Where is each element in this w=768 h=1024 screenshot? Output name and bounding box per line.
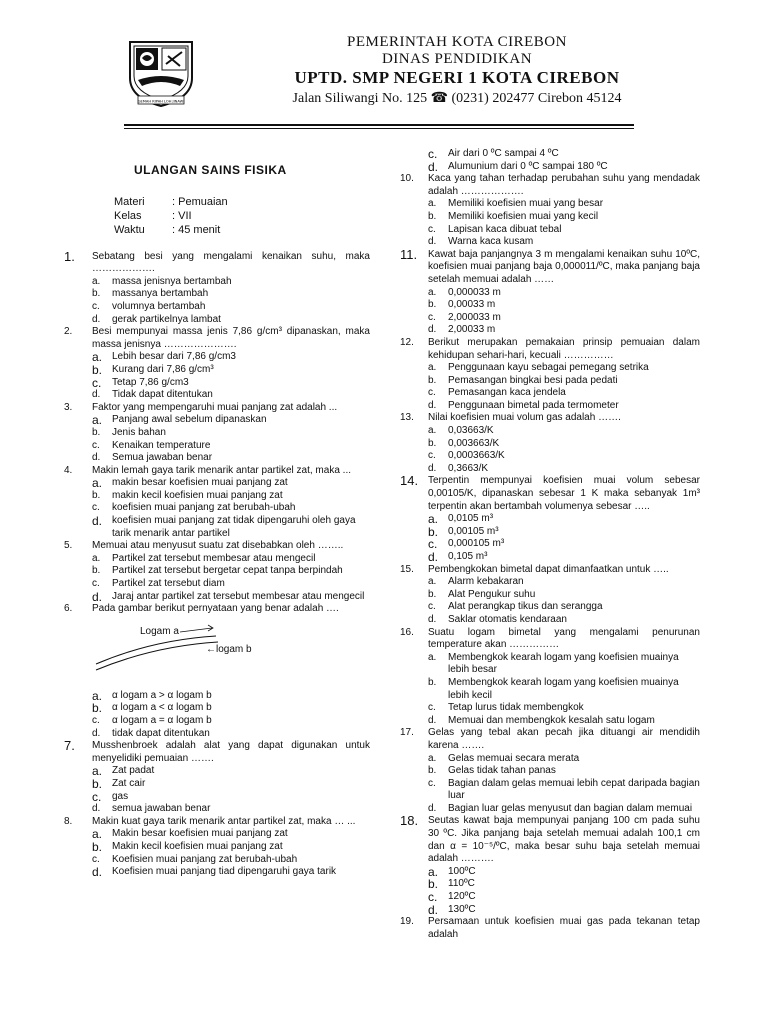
- question-5: 5. Memuai atau menyusut suatu zat disebabkan oleh ……..: [64, 540, 344, 552]
- meta-row: Waktu : 45 menit: [114, 223, 221, 236]
- option-c: c. Pemasangan kaca jendela: [428, 387, 566, 399]
- question-18: 18. Seutas kawat baja mempunyai panjang 100 cm pada suhu 30 ºC. Jika panjang baja setelah memuai adalah 100,1 cm dan α = 10⁻⁵/ºC, maka besar suhu baja setelah memuai adalah ……….: [400, 813, 700, 865]
- question-16: 16. Suatu logam bimetal yang mengalami penurunan temperature akan ……………: [400, 626, 700, 651]
- option-c: c. volumnya bertambah: [92, 300, 206, 312]
- option-a: a. 0,000033 m: [428, 286, 501, 298]
- option-b: b. 0,00033 m: [428, 299, 496, 311]
- option-b: b. massanya bertambah: [92, 288, 209, 300]
- option-d: d. Alumunium dari 0 ºC sampai 180 ºC: [428, 159, 608, 174]
- option-b: b. Makin kecil koefisien muai panjang zat: [92, 839, 283, 854]
- option-b: b. α logam a < α logam b: [92, 701, 212, 716]
- question-4: 4. Makin lemah gaya tarik menarik antar partikel zat, maka ...: [64, 464, 351, 476]
- option-b: b. Membengkok kearah logam yang koefisien muainya lebih kecil: [428, 676, 679, 701]
- option-b: b. makin kecil koefisien muai panjang zat: [92, 489, 283, 501]
- option-d: d. Bagian luar gelas menyusut dan bagian dalam memuai: [428, 802, 693, 814]
- option-a: a. 0,03663/K: [428, 425, 494, 437]
- question-14: 14. Terpentin mempunyai koefisien muai volum sebesar 0,00105/K, dipanaskan sebesar 1 K maka sebanyak 1m³ terpentin akan bertambah volumenya sebesar …..: [400, 473, 700, 512]
- question-10: 10. Kaca yang tahan terhadap perubahan suhu yang mendadak adalah ……………….: [400, 173, 700, 197]
- option-b: b. Zat cair: [92, 776, 146, 791]
- label-logam-b: ←logam b: [206, 643, 252, 655]
- option-d: d. Saklar otomatis kendaraan: [428, 613, 567, 625]
- exam-title: ULANGAN SAINS FISIKA: [134, 163, 287, 177]
- option-c: c. gas: [92, 789, 129, 804]
- option-b: b. Partikel zat tersebut bergetar cepat tanpa berpindah: [92, 565, 343, 577]
- question-6: 6. Pada gambar berikut pernyataan yang benar adalah ….: [64, 603, 339, 615]
- question-17: 17. Gelas yang tebal akan pecah jika dituangi air mendidih karena …….: [400, 727, 700, 751]
- option-a: a. α logam a > α logam b: [92, 688, 212, 703]
- label-logam-a: Logam a: [140, 625, 179, 637]
- option-a: a. Penggunaan kayu sebagai pemegang setrika: [428, 362, 649, 374]
- letterhead-address: Jalan Siliwangi No. 125 ☎ (0231) 202477 Cirebon 45124: [292, 91, 622, 106]
- option-c: c. Tetap 7,86 g/cm3: [92, 375, 189, 390]
- option-d: d. koefisien muai panjang zat tidak dipengaruhi oleh gaya tarik menarik antar partikel: [92, 514, 356, 539]
- question-15: 15. Pembengkokan bimetal dapat dimanfaatkan untuk …..: [400, 563, 669, 575]
- letterhead-department: DINAS PENDIDIKAN: [381, 51, 533, 67]
- option-a: a. 100ºC: [428, 864, 476, 879]
- option-b: b. Alat Pengukur suhu: [428, 588, 536, 600]
- option-d: d. Memuai dan membengkok kesalah satu logam: [428, 714, 655, 726]
- option-d: d. Tidak dapat ditentukan: [92, 389, 213, 401]
- option-a: a. massa jenisnya bertambah: [92, 275, 232, 287]
- option-b: b. 0,00105 m³: [428, 524, 499, 539]
- option-d: d. semua jawaban benar: [92, 803, 211, 815]
- right-column: [400, 148, 700, 941]
- option-a: a. Memiliki koefisien muai yang besar: [428, 198, 604, 210]
- question-1: 1. Sebatang besi yang mengalami kenaikan suhu, maka ……………….: [64, 248, 370, 275]
- option-c: c. Lapisan kaca dibuat tebal: [428, 223, 562, 235]
- option-a: a. Alarm kebakaran: [428, 576, 524, 588]
- option-c: c. Kenaikan temperature: [92, 439, 211, 451]
- option-a: a. Gelas memuai secara merata: [428, 752, 580, 764]
- option-a: a. Makin besar koefisien muai panjang zat: [92, 827, 288, 842]
- option-a: a. 0,0105 m³: [428, 512, 494, 527]
- letterhead-government: PEMERINTAH KOTA CIREBON: [347, 34, 567, 50]
- option-d: d. 0,3663/K: [428, 462, 489, 474]
- left-column: [64, 160, 370, 879]
- option-b: b. 110ºC: [428, 877, 475, 892]
- meta-row: Materi : Pemuaian: [114, 195, 228, 208]
- option-a: a. Membengkok kearah logam yang koefisien muainya lebih besar: [428, 651, 679, 676]
- question-8: 8. Makin kuat gaya tarik menarik antar partikel zat, maka … ...: [64, 815, 356, 827]
- header-rule-thin: [124, 128, 634, 129]
- option-c: c. Bagian dalam gelas memuai lebih cepat daripada bagian luar: [428, 777, 700, 802]
- question-13: 13. Nilai koefisien muai volum gas adalah …….: [400, 412, 621, 424]
- option-b: b. Memiliki koefisien muai yang kecil: [428, 210, 599, 222]
- option-c: c. 2,000033 m: [428, 311, 501, 323]
- option-a: a. makin besar koefisien muai panjang zat: [92, 476, 288, 491]
- option-b: b. Gelas tidak tahan panas: [428, 765, 556, 777]
- option-d: d. Semua jawaban benar: [92, 452, 213, 464]
- option-c: c. Koefisien muai panjang zat berubah-ubah: [92, 853, 298, 865]
- option-b: b. 0,003663/K: [428, 437, 500, 449]
- option-c: c. Partikel zat tersebut diam: [92, 578, 225, 590]
- question-3: 3. Faktor yang mempengaruhi muai panjang zat adalah ...: [64, 401, 338, 413]
- option-c: c. Tetap lurus tidak membengkok: [428, 702, 584, 714]
- question-12: 12. Berikut merupakan pemakaian prinsip pemuaian dalam kehidupan sehari-hari, kecuali ……………: [400, 336, 700, 361]
- header-rule: [124, 124, 634, 126]
- option-d: d. Koefisien muai panjang tiad dipengaruhi gaya tarik: [92, 865, 337, 880]
- option-b: b. Pemasangan bingkai besi pada pedati: [428, 374, 618, 386]
- question-7: 7. Musshenbroek adalah alat yang dapat digunakan untuk menyelidiki pemuaian …….: [64, 738, 370, 764]
- option-a: a. Lebih besar dari 7,86 g/cm3: [92, 350, 236, 365]
- option-d: d. Jaraj antar partikel zat tersebut membesar atau mengecil: [92, 589, 365, 604]
- option-d: d. 2,00033 m: [428, 324, 496, 336]
- option-d: d. Warna kaca kusam: [428, 236, 534, 248]
- bimetal-diagram: [92, 622, 370, 686]
- option-d: d. tidak dapat ditentukan: [92, 727, 210, 739]
- option-d: d. 130ºC: [428, 902, 476, 917]
- option-c: c. 120ºC: [428, 890, 476, 905]
- city-emblem-logo: [124, 34, 198, 110]
- option-d: d. gerak partikelnya lambat: [92, 313, 221, 325]
- meta-row: Kelas : VII: [114, 209, 192, 222]
- question-2: 2. Besi mempunyai massa jenis 7,86 g/cm³ dipanaskan, maka massa jenisnya ………………….: [64, 326, 370, 350]
- option-a: a. Zat padat: [92, 764, 155, 779]
- logo-motto: GEMAH RIPAH LOH JINAWI: [137, 99, 185, 104]
- option-c: c. Air dari 0 ºC sampai 4 ºC: [428, 147, 559, 161]
- question-11: 11. Kawat baja panjangnya 3 m mengalami kenaikan suhu 10ºC, koefisien muai panjang baja 0,000011/ºC, maka panjang baja setelah memuai adalah ……: [400, 246, 700, 285]
- option-a: a. Panjang awal sebelum dipanaskan: [92, 413, 267, 428]
- option-b: b. Kurang dari 7,86 g/cm³: [92, 362, 214, 377]
- option-d: d. 0,105 m³: [428, 550, 488, 564]
- letterhead-school: UPTD. SMP NEGERI 1 KOTA CIREBON: [294, 68, 620, 87]
- option-c: c. α logam a = α logam b: [92, 715, 212, 726]
- option-c: c. 0,000105 m³: [428, 537, 505, 552]
- exam-meta: [114, 195, 370, 237]
- option-c: c. 0,0003663/K: [428, 450, 505, 462]
- question-19: 19. Persamaan untuk koefisien muai gas pada tekanan tetap adalah: [400, 916, 700, 940]
- option-c: c. koefisien muai panjang zat berubah-ubah: [92, 502, 296, 514]
- option-d: d. Penggunaan bimetal pada termometer: [428, 399, 619, 411]
- option-a: a. Partikel zat tersebut membesar atau mengecil: [92, 552, 316, 564]
- option-c: c. Alat perangkap tikus dan serangga: [428, 601, 603, 613]
- option-b: b. Jenis bahan: [92, 426, 166, 438]
